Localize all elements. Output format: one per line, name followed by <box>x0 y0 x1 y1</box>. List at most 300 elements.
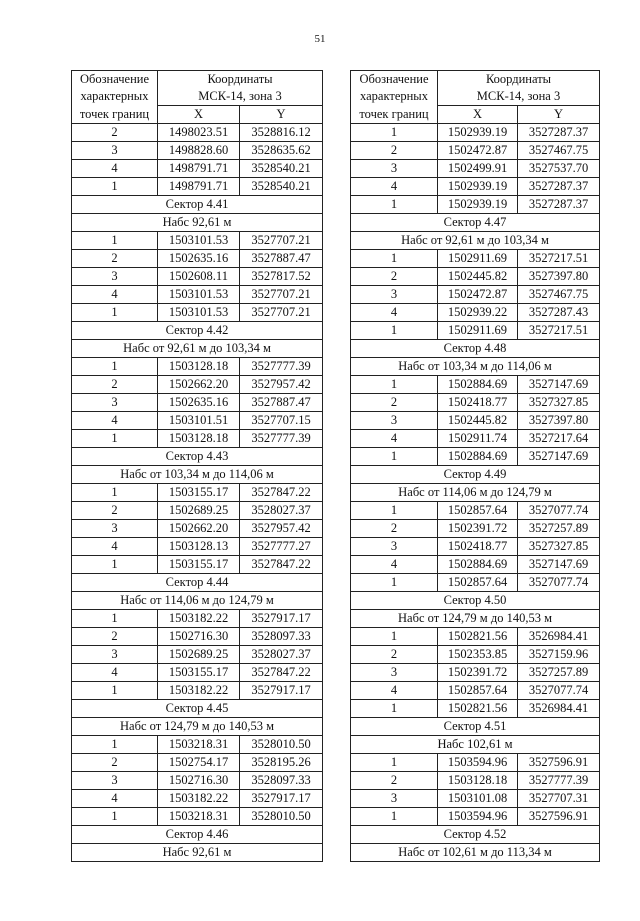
section-row <box>351 736 600 754</box>
x-coordinate: 1502635.16 <box>158 250 240 268</box>
x-coordinate: 1502939.19 <box>438 178 518 196</box>
point-number: 1 <box>72 178 158 196</box>
x-coordinate: 1503101.53 <box>158 232 240 250</box>
table-row <box>351 628 600 646</box>
point-number: 4 <box>351 178 438 196</box>
point-number: 3 <box>351 286 438 304</box>
point-number: 3 <box>72 268 158 286</box>
y-coordinate: 3528816.12 <box>240 124 323 142</box>
point-number: 1 <box>351 124 438 142</box>
header-coordinates-line: Координаты <box>438 71 600 89</box>
table-row <box>351 178 600 196</box>
table-row <box>351 394 600 412</box>
x-coordinate: 1503128.13 <box>158 538 240 556</box>
x-coordinate: 1503128.18 <box>438 772 518 790</box>
y-coordinate: 3527887.47 <box>240 394 323 412</box>
header-designation-line: характерных <box>72 88 158 106</box>
y-coordinate: 3527147.69 <box>518 448 600 466</box>
y-coordinate: 3527707.21 <box>240 232 323 250</box>
header-y: Y <box>518 106 600 124</box>
table-row <box>351 646 600 664</box>
header-row <box>351 71 600 89</box>
table-row <box>72 124 323 142</box>
section-row <box>72 322 323 340</box>
section-row <box>351 484 600 502</box>
point-number: 4 <box>351 682 438 700</box>
x-coordinate: 1503182.22 <box>158 682 240 700</box>
section-row <box>72 844 323 862</box>
point-number: 1 <box>72 232 158 250</box>
y-coordinate: 3528540.21 <box>240 178 323 196</box>
point-number: 1 <box>351 574 438 592</box>
point-number: 2 <box>351 520 438 538</box>
table-row <box>351 250 600 268</box>
coordinates-table-right <box>350 70 600 862</box>
coordinates-table-left <box>71 70 323 862</box>
section-label: Сектор 4.47 <box>351 214 600 232</box>
point-number: 3 <box>351 160 438 178</box>
table-row <box>72 754 323 772</box>
x-coordinate: 1502418.77 <box>438 538 518 556</box>
point-number: 2 <box>351 646 438 664</box>
table-row <box>72 520 323 538</box>
table-row <box>72 502 323 520</box>
x-coordinate: 1503128.18 <box>158 358 240 376</box>
table-row <box>351 700 600 718</box>
y-coordinate: 3527147.69 <box>518 556 600 574</box>
table-row <box>72 250 323 268</box>
x-coordinate: 1502608.11 <box>158 268 240 286</box>
y-coordinate: 3527596.91 <box>518 754 600 772</box>
x-coordinate: 1502884.69 <box>438 376 518 394</box>
y-coordinate: 3527847.22 <box>240 556 323 574</box>
y-coordinate: 3528635.62 <box>240 142 323 160</box>
y-coordinate: 3527327.85 <box>518 394 600 412</box>
y-coordinate: 3527847.22 <box>240 484 323 502</box>
section-label: Набс 92,61 м <box>72 214 323 232</box>
x-coordinate: 1502884.69 <box>438 556 518 574</box>
table-row <box>72 808 323 826</box>
y-coordinate: 3528097.33 <box>240 772 323 790</box>
section-row <box>351 214 600 232</box>
x-coordinate: 1502391.72 <box>438 664 518 682</box>
point-number: 4 <box>351 304 438 322</box>
point-number: 2 <box>72 250 158 268</box>
table-row <box>351 430 600 448</box>
point-number: 1 <box>351 700 438 718</box>
section-label: Набс от 103,34 м до 114,06 м <box>351 358 600 376</box>
point-number: 1 <box>72 610 158 628</box>
table-row <box>351 772 600 790</box>
point-number: 2 <box>351 772 438 790</box>
header-designation-line: характерных <box>351 88 438 106</box>
point-number: 3 <box>351 412 438 430</box>
x-coordinate: 1503128.18 <box>158 430 240 448</box>
table-row <box>72 484 323 502</box>
x-coordinate: 1502391.72 <box>438 520 518 538</box>
header-coordinate-system: МСК-14, зона 3 <box>158 88 323 106</box>
header-row <box>351 106 600 124</box>
section-label: Набс от 92,61 м до 103,34 м <box>351 232 600 250</box>
y-coordinate: 3527287.37 <box>518 196 600 214</box>
y-coordinate: 3527257.89 <box>518 520 600 538</box>
point-number: 1 <box>72 304 158 322</box>
x-coordinate: 1502939.22 <box>438 304 518 322</box>
x-coordinate: 1503101.53 <box>158 286 240 304</box>
point-number: 1 <box>72 430 158 448</box>
point-number: 1 <box>351 754 438 772</box>
y-coordinate: 3527707.31 <box>518 790 600 808</box>
x-coordinate: 1502884.69 <box>438 448 518 466</box>
header-row <box>72 106 323 124</box>
point-number: 1 <box>351 322 438 340</box>
section-row <box>72 340 323 358</box>
section-row <box>72 214 323 232</box>
point-number: 2 <box>72 628 158 646</box>
point-number: 3 <box>72 646 158 664</box>
point-number: 4 <box>72 412 158 430</box>
table-row <box>72 556 323 574</box>
point-number: 2 <box>72 124 158 142</box>
x-coordinate: 1502939.19 <box>438 124 518 142</box>
table-row <box>72 358 323 376</box>
y-coordinate: 3527397.80 <box>518 268 600 286</box>
section-row <box>351 718 600 736</box>
header-x: X <box>438 106 518 124</box>
y-coordinate: 3527257.89 <box>518 664 600 682</box>
section-label: Набс от 92,61 м до 103,34 м <box>72 340 323 358</box>
section-label: Набс от 114,06 м до 124,79 м <box>72 592 323 610</box>
table-row <box>72 178 323 196</box>
point-number: 1 <box>72 808 158 826</box>
y-coordinate: 3527707.15 <box>240 412 323 430</box>
y-coordinate: 3527887.47 <box>240 250 323 268</box>
x-coordinate: 1502911.69 <box>438 322 518 340</box>
table-row <box>72 610 323 628</box>
y-coordinate: 3527847.22 <box>240 664 323 682</box>
table-row <box>351 574 600 592</box>
y-coordinate: 3527287.37 <box>518 124 600 142</box>
table-row <box>351 304 600 322</box>
section-label: Сектор 4.50 <box>351 592 600 610</box>
section-label: Сектор 4.46 <box>72 826 323 844</box>
x-coordinate: 1502662.20 <box>158 520 240 538</box>
table-row <box>72 538 323 556</box>
section-row <box>72 448 323 466</box>
x-coordinate: 1502911.69 <box>438 250 518 268</box>
point-number: 4 <box>351 556 438 574</box>
table-row <box>351 322 600 340</box>
y-coordinate: 3527077.74 <box>518 502 600 520</box>
section-row <box>72 826 323 844</box>
point-number: 1 <box>72 556 158 574</box>
table-row <box>351 664 600 682</box>
section-label: Набс от 124,79 м до 140,53 м <box>351 610 600 628</box>
point-number: 1 <box>351 196 438 214</box>
section-row <box>72 466 323 484</box>
section-row <box>72 718 323 736</box>
y-coordinate: 3527777.39 <box>240 430 323 448</box>
header-row <box>72 88 323 106</box>
x-coordinate: 1498791.71 <box>158 178 240 196</box>
table-row <box>72 394 323 412</box>
section-label: Сектор 4.48 <box>351 340 600 358</box>
x-coordinate: 1502662.20 <box>158 376 240 394</box>
y-coordinate: 3527147.69 <box>518 376 600 394</box>
y-coordinate: 3527077.74 <box>518 574 600 592</box>
point-number: 1 <box>72 682 158 700</box>
point-number: 4 <box>72 664 158 682</box>
x-coordinate: 1502689.25 <box>158 646 240 664</box>
point-number: 2 <box>351 394 438 412</box>
table-row <box>72 664 323 682</box>
table-row <box>351 268 600 286</box>
point-number: 2 <box>72 376 158 394</box>
x-coordinate: 1502821.56 <box>438 628 518 646</box>
section-label: Набс от 114,06 м до 124,79 м <box>351 484 600 502</box>
y-coordinate: 3528010.50 <box>240 808 323 826</box>
header-coordinate-system: МСК-14, зона 3 <box>438 88 600 106</box>
point-number: 1 <box>351 628 438 646</box>
x-coordinate: 1502353.85 <box>438 646 518 664</box>
table-row <box>351 520 600 538</box>
header-row <box>351 88 600 106</box>
x-coordinate: 1498828.60 <box>158 142 240 160</box>
table-row <box>72 142 323 160</box>
section-label: Сектор 4.51 <box>351 718 600 736</box>
point-number: 1 <box>351 376 438 394</box>
x-coordinate: 1502754.17 <box>158 754 240 772</box>
header-row <box>72 71 323 89</box>
table-row <box>72 376 323 394</box>
table-row <box>72 286 323 304</box>
x-coordinate: 1502821.56 <box>438 700 518 718</box>
y-coordinate: 3528027.37 <box>240 502 323 520</box>
y-coordinate: 3526984.41 <box>518 700 600 718</box>
section-row <box>72 700 323 718</box>
table-row <box>351 286 600 304</box>
table-row <box>72 160 323 178</box>
header-x: X <box>158 106 240 124</box>
x-coordinate: 1503218.31 <box>158 736 240 754</box>
y-coordinate: 3527917.17 <box>240 610 323 628</box>
header-coordinates-line: Координаты <box>158 71 323 89</box>
y-coordinate: 3527077.74 <box>518 682 600 700</box>
table-row <box>72 232 323 250</box>
x-coordinate: 1502418.77 <box>438 394 518 412</box>
section-row <box>351 844 600 862</box>
y-coordinate: 3528097.33 <box>240 628 323 646</box>
y-coordinate: 3527537.70 <box>518 160 600 178</box>
x-coordinate: 1498023.51 <box>158 124 240 142</box>
table-row <box>351 808 600 826</box>
y-coordinate: 3527287.43 <box>518 304 600 322</box>
table-row <box>72 682 323 700</box>
section-label: Сектор 4.49 <box>351 466 600 484</box>
table-row <box>351 448 600 466</box>
y-coordinate: 3527467.75 <box>518 286 600 304</box>
x-coordinate: 1502472.87 <box>438 142 518 160</box>
section-label: Набс 102,61 м <box>351 736 600 754</box>
table-row <box>72 790 323 808</box>
table-row <box>351 376 600 394</box>
x-coordinate: 1503101.51 <box>158 412 240 430</box>
point-number: 1 <box>72 358 158 376</box>
point-number: 2 <box>351 268 438 286</box>
x-coordinate: 1502939.19 <box>438 196 518 214</box>
x-coordinate: 1503101.53 <box>158 304 240 322</box>
table-row <box>72 646 323 664</box>
table-row <box>72 430 323 448</box>
y-coordinate: 3527327.85 <box>518 538 600 556</box>
point-number: 4 <box>72 160 158 178</box>
section-row <box>72 574 323 592</box>
section-label: Сектор 4.52 <box>351 826 600 844</box>
table-row <box>351 538 600 556</box>
section-label: Сектор 4.41 <box>72 196 323 214</box>
header-designation-line: Обозначение <box>351 71 438 89</box>
point-number: 4 <box>72 790 158 808</box>
section-label: Сектор 4.43 <box>72 448 323 466</box>
section-row <box>351 826 600 844</box>
y-coordinate: 3528195.26 <box>240 754 323 772</box>
y-coordinate: 3527217.64 <box>518 430 600 448</box>
point-number: 1 <box>351 250 438 268</box>
x-coordinate: 1503594.96 <box>438 754 518 772</box>
x-coordinate: 1502716.30 <box>158 628 240 646</box>
x-coordinate: 1502472.87 <box>438 286 518 304</box>
table-row <box>351 160 600 178</box>
section-row <box>351 232 600 250</box>
y-coordinate: 3527287.37 <box>518 178 600 196</box>
y-coordinate: 3527467.75 <box>518 142 600 160</box>
table-row <box>351 124 600 142</box>
section-label: Набс 92,61 м <box>72 844 323 862</box>
x-coordinate: 1503182.22 <box>158 790 240 808</box>
y-coordinate: 3527397.80 <box>518 412 600 430</box>
table-row <box>72 412 323 430</box>
table-row <box>72 628 323 646</box>
y-coordinate: 3527957.42 <box>240 376 323 394</box>
section-row <box>351 340 600 358</box>
section-label: Набс от 103,34 м до 114,06 м <box>72 466 323 484</box>
point-number: 4 <box>72 286 158 304</box>
y-coordinate: 3527596.91 <box>518 808 600 826</box>
section-label: Сектор 4.45 <box>72 700 323 718</box>
header-designation-line: точек границ <box>72 106 158 124</box>
table-row <box>351 196 600 214</box>
point-number: 1 <box>351 448 438 466</box>
point-number: 1 <box>72 484 158 502</box>
point-number: 3 <box>351 538 438 556</box>
table-row <box>351 754 600 772</box>
table-row <box>351 790 600 808</box>
page-number: 51 <box>314 33 326 45</box>
point-number: 1 <box>351 502 438 520</box>
section-row <box>72 196 323 214</box>
point-number: 3 <box>351 790 438 808</box>
y-coordinate: 3527817.52 <box>240 268 323 286</box>
x-coordinate: 1503101.08 <box>438 790 518 808</box>
section-label: Набс от 102,61 м до 113,34 м <box>351 844 600 862</box>
x-coordinate: 1503155.17 <box>158 664 240 682</box>
x-coordinate: 1502911.74 <box>438 430 518 448</box>
x-coordinate: 1502857.64 <box>438 682 518 700</box>
table-row <box>72 772 323 790</box>
point-number: 3 <box>351 664 438 682</box>
header-y: Y <box>240 106 323 124</box>
point-number: 1 <box>72 736 158 754</box>
y-coordinate: 3527217.51 <box>518 322 600 340</box>
table-row <box>72 268 323 286</box>
table-row <box>351 556 600 574</box>
y-coordinate: 3528540.21 <box>240 160 323 178</box>
x-coordinate: 1502689.25 <box>158 502 240 520</box>
section-row <box>72 592 323 610</box>
section-row <box>351 466 600 484</box>
y-coordinate: 3527707.21 <box>240 286 323 304</box>
point-number: 3 <box>72 772 158 790</box>
header-designation-line: точек границ <box>351 106 438 124</box>
y-coordinate: 3527777.27 <box>240 538 323 556</box>
y-coordinate: 3527917.17 <box>240 682 323 700</box>
table-row <box>72 736 323 754</box>
y-coordinate: 3527217.51 <box>518 250 600 268</box>
point-number: 3 <box>72 142 158 160</box>
y-coordinate: 3527159.96 <box>518 646 600 664</box>
section-row <box>351 592 600 610</box>
y-coordinate: 3527777.39 <box>518 772 600 790</box>
header-designation-line: Обозначение <box>72 71 158 89</box>
x-coordinate: 1502716.30 <box>158 772 240 790</box>
y-coordinate: 3527917.17 <box>240 790 323 808</box>
x-coordinate: 1502857.64 <box>438 574 518 592</box>
x-coordinate: 1502445.82 <box>438 412 518 430</box>
x-coordinate: 1503155.17 <box>158 556 240 574</box>
x-coordinate: 1502445.82 <box>438 268 518 286</box>
y-coordinate: 3528027.37 <box>240 646 323 664</box>
table-row <box>351 502 600 520</box>
section-row <box>351 610 600 628</box>
x-coordinate: 1502499.91 <box>438 160 518 178</box>
y-coordinate: 3527777.39 <box>240 358 323 376</box>
section-label: Набс от 124,79 м до 140,53 м <box>72 718 323 736</box>
y-coordinate: 3528010.50 <box>240 736 323 754</box>
x-coordinate: 1503218.31 <box>158 808 240 826</box>
x-coordinate: 1503594.96 <box>438 808 518 826</box>
x-coordinate: 1503155.17 <box>158 484 240 502</box>
point-number: 4 <box>351 430 438 448</box>
x-coordinate: 1503182.22 <box>158 610 240 628</box>
x-coordinate: 1502635.16 <box>158 394 240 412</box>
point-number: 3 <box>72 394 158 412</box>
point-number: 3 <box>72 520 158 538</box>
section-label: Сектор 4.44 <box>72 574 323 592</box>
point-number: 2 <box>351 142 438 160</box>
table-row <box>351 682 600 700</box>
y-coordinate: 3526984.41 <box>518 628 600 646</box>
point-number: 4 <box>72 538 158 556</box>
y-coordinate: 3527957.42 <box>240 520 323 538</box>
table-row <box>351 142 600 160</box>
point-number: 2 <box>72 502 158 520</box>
table-row <box>351 412 600 430</box>
x-coordinate: 1502857.64 <box>438 502 518 520</box>
point-number: 2 <box>72 754 158 772</box>
section-label: Сектор 4.42 <box>72 322 323 340</box>
table-row <box>72 304 323 322</box>
point-number: 1 <box>351 808 438 826</box>
